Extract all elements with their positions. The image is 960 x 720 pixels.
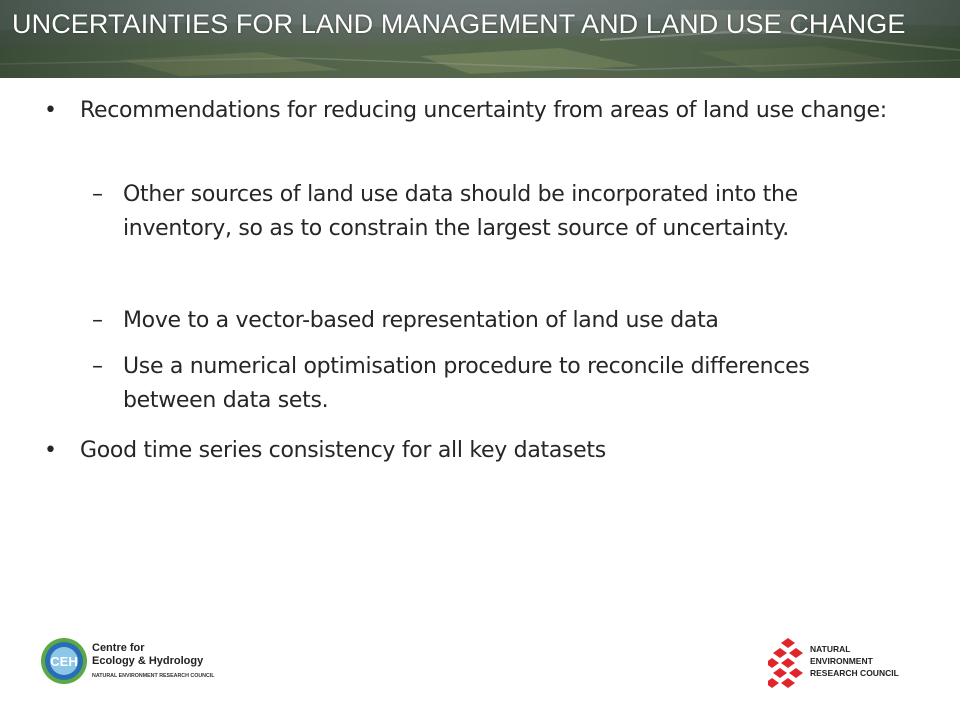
ceh-name-line1: Centre for	[92, 642, 145, 654]
ceh-name-line3: NATURAL ENVIRONMENT RESEARCH COUNCIL	[92, 673, 215, 679]
slide-title: UNCERTAINTIES FOR LAND MANAGEMENT AND LAND USE CHANGE	[12, 9, 906, 39]
ceh-logo	[40, 636, 240, 686]
bullet-marker: •	[44, 438, 57, 463]
ceh-name-line2: Ecology & Hydrology	[92, 655, 204, 667]
nerc-name-line2: ENVIRONMENT	[810, 656, 873, 666]
nerc-emblem-icon	[768, 638, 803, 688]
bullet-marker: •	[44, 98, 57, 123]
nerc-name-line1: NATURAL	[810, 644, 851, 654]
nerc-name-line3: RESEARCH COUNCIL	[810, 668, 899, 678]
dash-marker: –	[92, 354, 103, 379]
sub-bullet-item	[92, 178, 904, 246]
dash-marker: –	[92, 308, 103, 333]
sub-bullet-item	[92, 304, 904, 338]
bullet-item	[44, 94, 904, 128]
ceh-badge-text: CEH	[50, 654, 78, 669]
sub-bullet-text: Use a numerical optimisation procedure to reconcile differences between data sets.	[123, 354, 810, 413]
nerc-logo	[768, 638, 928, 688]
sub-bullet-text: Move to a vector-based representation of land use data	[123, 308, 719, 333]
bullet-text: Good time series consistency for all key datasets	[80, 438, 606, 463]
bullet-item	[44, 434, 904, 468]
bullet-text: Recommendations for reducing uncertainty from areas of land use change:	[80, 98, 887, 123]
dash-marker: –	[92, 182, 103, 207]
ceh-logo-graphic	[40, 636, 240, 686]
sub-bullet-item	[92, 350, 904, 418]
sub-bullet-text: Other sources of land use data should be incorporated into the inventory, so as to constrain the largest source of uncertainty.	[123, 182, 798, 241]
header-banner	[0, 0, 960, 78]
nerc-logo-graphic	[768, 638, 928, 688]
